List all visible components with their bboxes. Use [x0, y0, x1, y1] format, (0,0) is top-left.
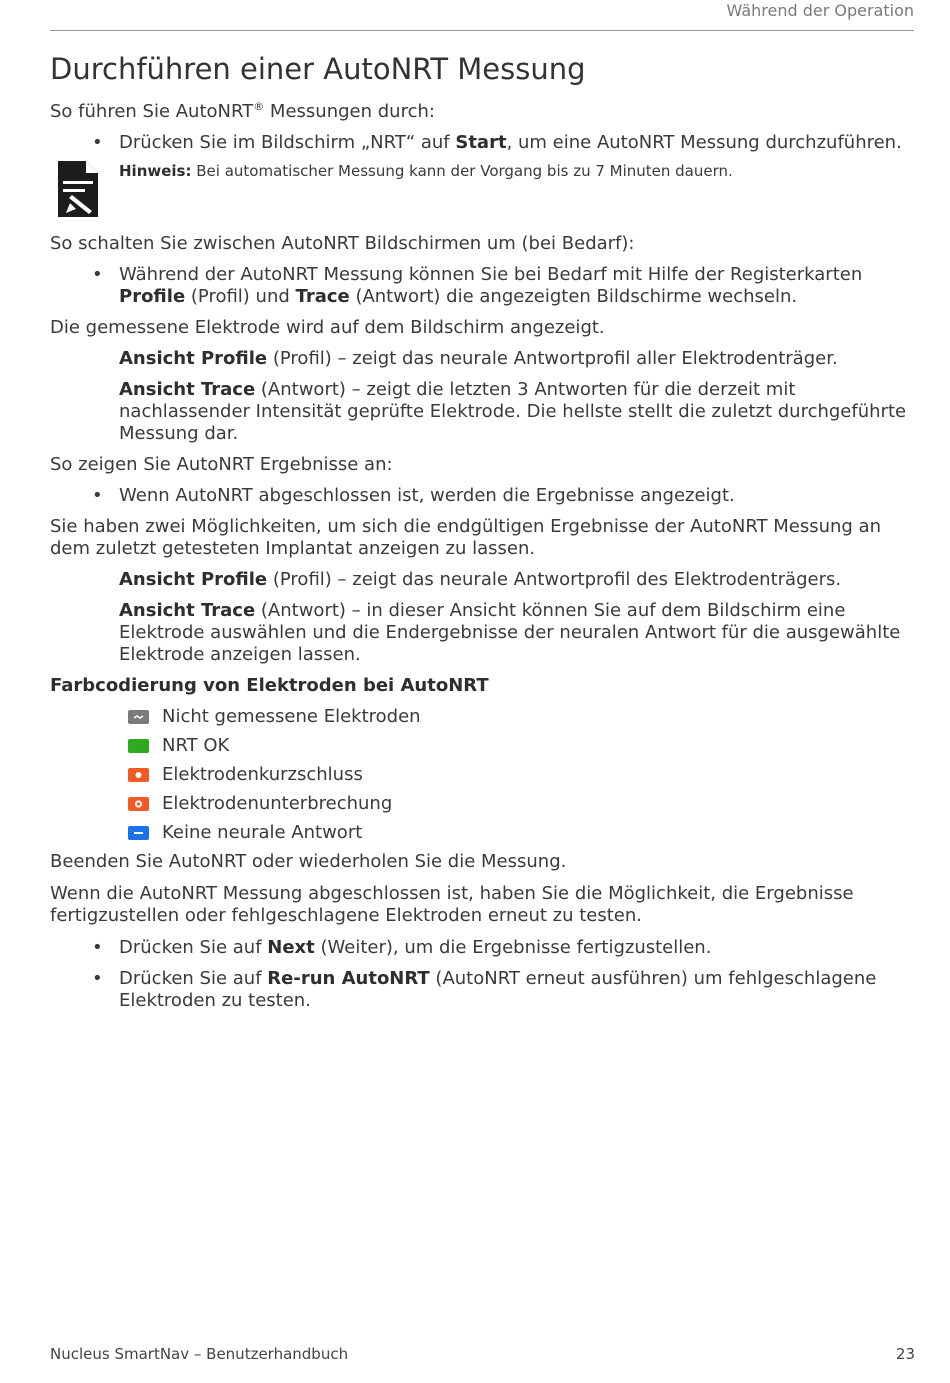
bullet-dot: •: [92, 485, 103, 506]
legend-item-no-response: [128, 822, 914, 851]
legend-label: Elektrodenkurzschluss: [162, 764, 363, 785]
note-document-icon: [58, 161, 98, 217]
intro-text: So führen Sie AutoNRT® Messungen durch:: [50, 100, 435, 122]
view-trace-final-desc: Ansicht Trace (Antwort) – in dieser Ansicht können Sie auf dem Bildschirm eine Elektrode auswählen und die Endergebnisse der neuralen Antwort für die ausgewählte Elektrode anzeigen lassen.: [119, 600, 901, 665]
bullet-dot: •: [92, 968, 103, 989]
page-content: [50, 50, 914, 1021]
bullet-dot: •: [92, 132, 103, 153]
electrode-shown-text: Die gemessene Elektrode wird auf dem Bildschirm angezeigt.: [50, 317, 605, 338]
legend-item-nrt-ok: [128, 735, 914, 764]
legend-item-short-circuit: [128, 764, 914, 793]
note-text: Hinweis: Bei automatischer Messung kann der Vorgang bis zu 7 Minuten dauern.: [119, 162, 733, 180]
bullet-next: • Drücken Sie auf Next (Weiter), um die Ergebnisse fertigzustellen.: [92, 937, 712, 958]
finish-heading: Beenden Sie AutoNRT oder wiederholen Sie die Messung.: [50, 851, 567, 872]
legend-label: Nicht gemessene Elektroden: [162, 706, 421, 727]
view-trace-desc: Ansicht Trace (Antwort) – zeigt die letzten 3 Antworten für die derzeit mit nachlassender Intensität geprüfte Elektrode. Die hellste stellt die zuletzt durchgeführte Messung dar.: [119, 379, 907, 444]
registered-mark: ®: [253, 100, 265, 113]
legend-label: NRT OK: [162, 735, 230, 756]
page-number: 23: [895, 1345, 915, 1363]
view-profile-final-desc: Ansicht Profile (Profil) – zeigt das neurale Antwortprofil des Elektrodenträgers.: [119, 569, 842, 590]
color-coding-heading: Farbcodierung von Elektroden bei AutoNRT: [50, 675, 489, 696]
two-options-text: Sie haben zwei Möglichkeiten, um sich die endgültigen Ergebnisse der AutoNRT Messung an dem zuletzt getesteten Implantat anzeigen zu lassen.: [50, 516, 881, 559]
results-intro: So zeigen Sie AutoNRT Ergebnisse an:: [50, 454, 393, 475]
no-response-icon: [128, 826, 149, 840]
bullet-dot: •: [92, 937, 103, 958]
finish-text: Wenn die AutoNRT Messung abgeschlossen ist, haben Sie die Möglichkeit, die Ergebnisse fertigzustellen oder fehlgeschlagene Elektroden erneut zu testen.: [50, 883, 854, 926]
note-box: [50, 161, 914, 221]
section-header: Während der Operation: [726, 1, 914, 20]
legend-label: Elektrodenunterbrechung: [162, 793, 393, 814]
bullet-tabs: • Während der AutoNRT Messung können Sie bei Bedarf mit Hilfe der Registerkarten Profile (Profil) und Trace (Antwort) die angezeigten Bildschirme wechseln.: [92, 264, 863, 307]
bullet-dot: •: [92, 264, 103, 285]
page-title: Durchführen einer AutoNRT Messung: [50, 52, 586, 86]
legend-item-open-circuit: [128, 793, 914, 822]
not-measured-icon: [128, 710, 149, 724]
legend-label: Keine neurale Antwort: [162, 822, 363, 843]
short-circuit-icon: [128, 768, 149, 782]
view-profile-desc: Ansicht Profile (Profil) – zeigt das neurale Antwortprofil aller Elektrodenträger.: [119, 348, 838, 369]
footer-title: Nucleus SmartNav – Benutzerhandbuch: [50, 1345, 349, 1363]
legend-item-not-measured: [128, 706, 914, 735]
nrt-ok-icon: [128, 739, 149, 753]
bullet-start: • Drücken Sie im Bildschirm „NRT“ auf Start, um eine AutoNRT Messung durchzuführen.: [92, 132, 902, 153]
bullet-rerun: • Drücken Sie auf Re-run AutoNRT (AutoNRT erneut ausführen) um fehlgeschlagene Elektroden zu testen.: [92, 968, 877, 1011]
open-circuit-icon: [128, 797, 149, 811]
bullet-results: • Wenn AutoNRT abgeschlossen ist, werden die Ergebnisse angezeigt.: [92, 485, 735, 506]
switch-intro: So schalten Sie zwischen AutoNRT Bildschirmen um (bei Bedarf):: [50, 233, 635, 254]
header-divider: [50, 30, 914, 31]
